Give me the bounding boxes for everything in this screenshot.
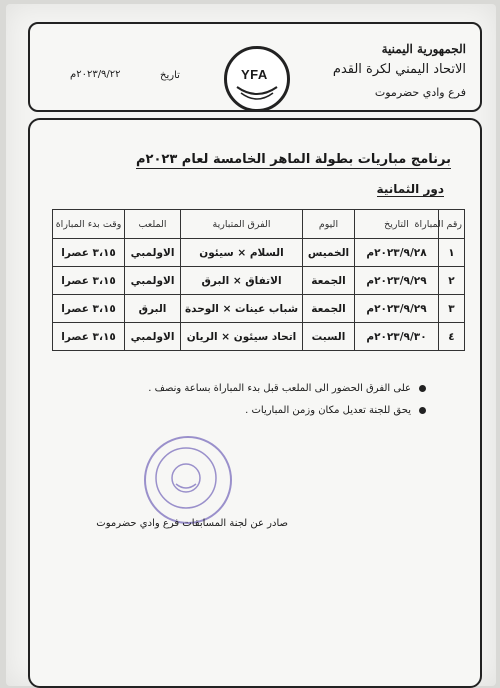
cell-match-no: ٣ [439,295,465,323]
col-header-day: اليوم [303,210,355,239]
cell-teams: اتحاد سيئون × الريان [181,323,303,351]
page-title: برنامج مباريات بطولة الماهر الخامسة لعام ٢٠٢٣م [136,152,452,167]
cell-kickoff: ٣،١٥ عصرا [53,239,125,267]
note-item [148,378,426,400]
cell-day: الجمعة [303,295,355,323]
yfa-logo [224,46,290,112]
federation-name: الاتحاد اليمني لكرة القدم [332,62,466,77]
col-header-teams: الفرق المتبارية [181,210,303,239]
table-header-row [53,210,465,239]
letterhead-box [28,22,482,112]
cell-day: الجمعة [303,267,355,295]
cell-date: ٢٠٢٣/٩/٢٩م [355,267,439,295]
branch-name: فرع وادي حضرموت [374,86,466,99]
cell-stadium: الاولمبي [125,239,181,267]
cell-match-no: ٢ [439,267,465,295]
cell-match-no: ٤ [439,323,465,351]
table-row [53,323,465,351]
note-text: على الفرق الحضور الى الملعب قبل بدء المباراة بساعة ونصف . [148,383,411,394]
cell-kickoff: ٣،١٥ عصرا [53,295,125,323]
bullet-icon [419,385,426,392]
col-header-kickoff: وقت بدء المباراة [53,210,125,239]
cell-teams: السلام × سيئون [181,239,303,267]
paper-sheet [6,4,496,686]
cell-day: السبت [303,323,355,351]
bullet-icon [419,407,426,414]
issuer-footer: صادر عن لجنة المسابقات فرع وادي حضرموت [96,518,288,529]
note-item [148,400,426,422]
cell-stadium: البرق [125,295,181,323]
cell-stadium: الاولمبي [125,267,181,295]
cell-date: ٢٠٢٣/٩/٢٩م [355,295,439,323]
cell-teams: الاتفاق × البرق [181,267,303,295]
date-value: ٢٠٢٣/٩/٢٢م [70,69,121,80]
col-header-date: التاريخ [355,210,439,239]
table-row [53,295,465,323]
cell-kickoff: ٣،١٥ عصرا [53,267,125,295]
logo-text: YFA [241,67,268,82]
match-schedule-table [52,209,465,351]
cell-date: ٢٠٢٣/٩/٢٨م [355,239,439,267]
cell-match-no: ١ [439,239,465,267]
note-text: يحق للجنة تعديل مكان وزمن المباريات . [245,405,411,416]
date-label: تاريخ [160,70,180,81]
col-header-match-no: رقم المباراة [439,210,465,239]
cell-day: الخميس [303,239,355,267]
table-row [53,239,465,267]
cell-kickoff: ٣،١٥ عصرا [53,323,125,351]
notes-list [148,378,426,422]
round-heading: دور الثمانية [376,182,444,196]
stamp-seal-icon [146,438,230,522]
cell-stadium: الاولمبي [125,323,181,351]
republic-heading: الجمهورية اليمنية [381,42,466,56]
official-stamp [144,436,232,524]
cell-date: ٢٠٢٣/٩/٣٠م [355,323,439,351]
col-header-stadium: الملعب [125,210,181,239]
table-row [53,267,465,295]
cell-teams: شباب عينات × الوحدة [181,295,303,323]
